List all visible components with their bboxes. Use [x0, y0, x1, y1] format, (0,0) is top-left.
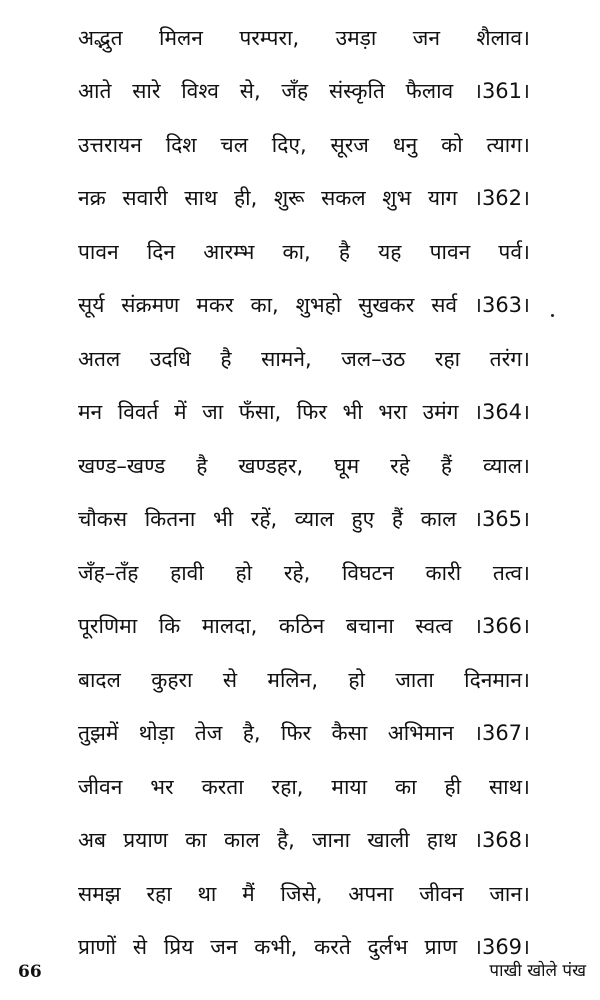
- book-title: पाखी खोले पंख: [489, 961, 586, 981]
- verse-366: [78, 547, 530, 654]
- verse-364: [78, 333, 530, 440]
- verse-line: पूरणिमा कि मालदा, कठिन बचाना स्वत्व ।366।: [78, 614, 530, 638]
- page-number: 66: [18, 962, 42, 982]
- verse-line: बादल कुहरा से मलिन, हो जाता दिनमान।: [78, 668, 530, 692]
- verse-line: अब प्रयाण का काल है, जाना खाली हाथ ।368।: [78, 828, 530, 852]
- verse-line: आते सारे विश्व से, जँह संस्कृति फैलाव ।361।: [78, 79, 530, 103]
- stray-dot: [551, 314, 554, 317]
- verse-363: [78, 226, 530, 333]
- verse-list: [78, 12, 530, 975]
- verse-368: [78, 761, 530, 868]
- verse-line: नक्र सवारी साथ ही, शुरू सकल शुभ याग ।362।: [78, 186, 530, 210]
- verse-line: उत्तरायन दिश चल दिए, सूरज धनु को त्याग।: [78, 133, 530, 157]
- verse-361: [78, 12, 530, 119]
- verse-369: [78, 868, 530, 975]
- verse-line: जँह–तँह हावी हो रहे, विघटन कारी तत्व।: [78, 561, 530, 585]
- verse-362: [78, 119, 530, 226]
- verse-365: [78, 440, 530, 547]
- verse-line: तुझमें थोड़ा तेज है, फिर कैसा अभिमान ।367।: [78, 721, 530, 745]
- verse-line: समझ रहा था मैं जिसे, अपना जीवन जान।: [78, 882, 530, 906]
- verse-line: मन विवर्त में जा फँसा, फिर भी भरा उमंग ।364।: [78, 400, 530, 424]
- verse-line: अद्भुत मिलन परम्परा, उमड़ा जन शैलाव।: [78, 26, 530, 50]
- verse-line: प्राणों से प्रिय जन कभी, करते दुर्लभ प्राण ।369।: [78, 935, 530, 959]
- verse-line: सूर्य संक्रमण मकर का, शुभहो सुखकर सर्व ।363।: [78, 293, 530, 317]
- verse-367: [78, 654, 530, 761]
- verse-line: चौकस कितना भी रहें, व्याल हुए हैं काल ।365।: [78, 507, 530, 531]
- verse-line: अतल उदधि है सामने, जल–उठ रहा तरंग।: [78, 347, 530, 371]
- verse-line: जीवन भर करता रहा, माया का ही साथ।: [78, 775, 530, 799]
- verse-line: पावन दिन आरम्भ का, है यह पावन पर्व।: [78, 240, 530, 264]
- verse-line: खण्ड–खण्ड है खण्डहर, घूम रहे हैं व्याल।: [78, 454, 530, 478]
